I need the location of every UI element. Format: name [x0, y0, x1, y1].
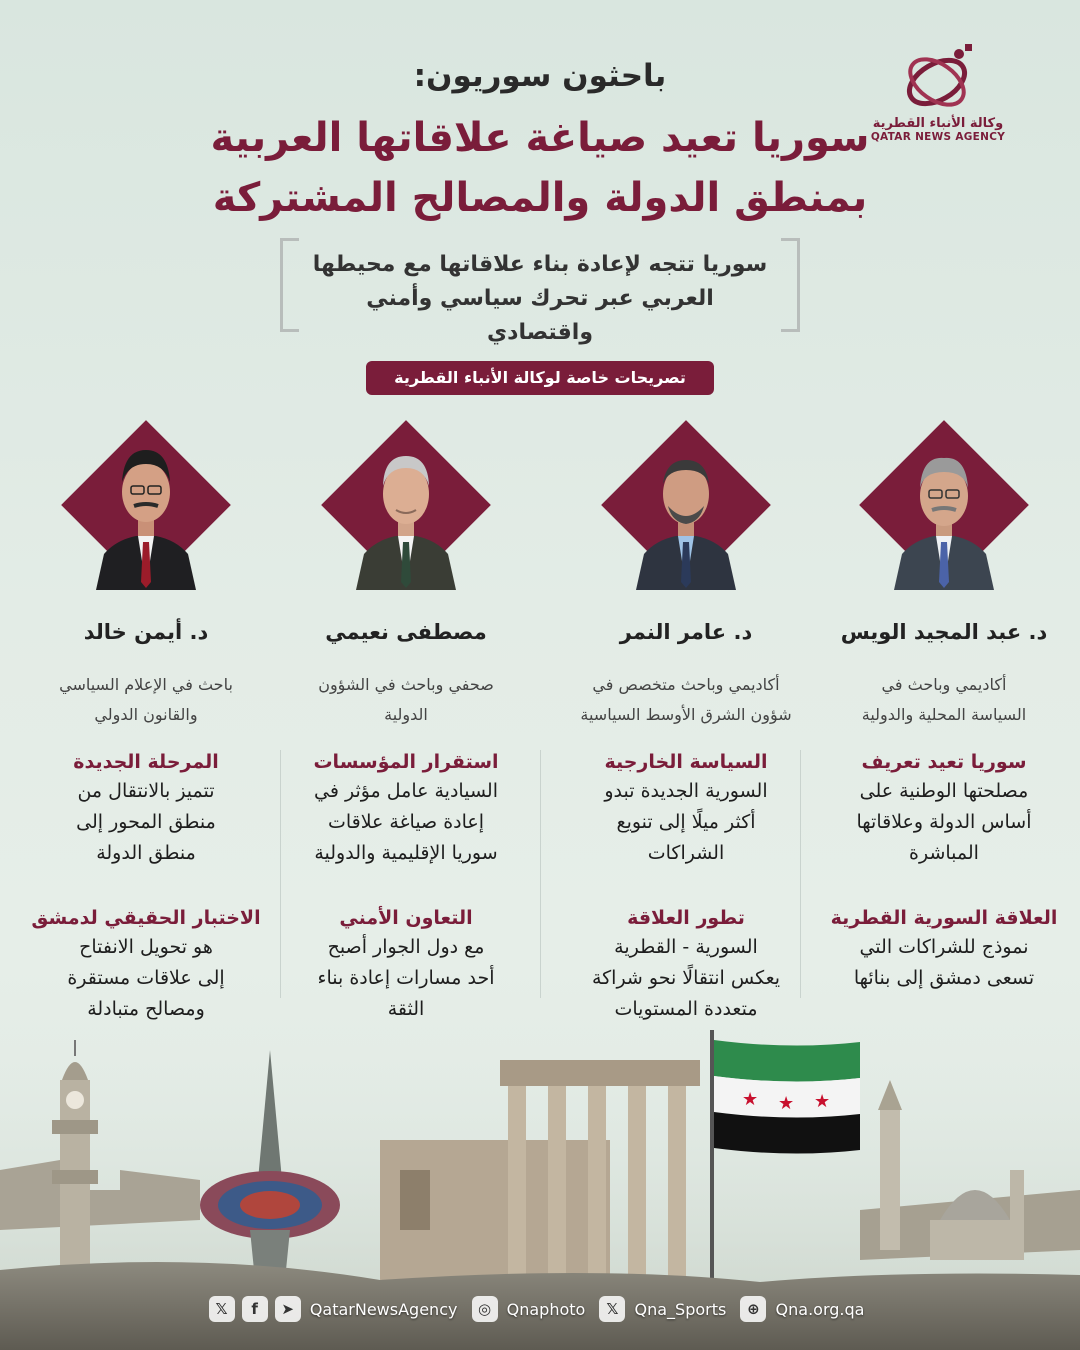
person-photo-icon — [636, 426, 736, 590]
facebook-icon[interactable]: f — [242, 1296, 268, 1322]
kicker-title: باحثون سوريون: — [413, 58, 667, 94]
quote-heading: العلاقة السورية القطرية — [830, 907, 1058, 929]
quote-2 — [290, 904, 522, 1025]
telegram-icon[interactable]: ➤ — [275, 1296, 301, 1322]
quote-body — [828, 932, 1060, 994]
portrait-4 — [61, 420, 231, 590]
quote-body — [30, 932, 262, 1025]
person-name: د. عبد المجيد الويس — [840, 620, 1048, 644]
svg-text:★: ★ — [814, 1091, 831, 1112]
role-line: صحفي وباحث في الشؤون — [318, 675, 494, 694]
quote-heading: استقرار المؤسسات — [313, 751, 499, 773]
quote-line: السورية - القطرية — [614, 936, 758, 958]
person-photo-icon — [894, 426, 994, 590]
quote-line: أحد مسارات إعادة بناء — [317, 967, 495, 989]
quote-body — [570, 932, 802, 1025]
bracket-right — [781, 238, 800, 332]
quote-body — [30, 776, 262, 869]
quote-line: أساس الدولة وعلاقاتها — [856, 811, 1032, 833]
x-icon[interactable]: 𝕏 — [209, 1296, 235, 1322]
quote-2 — [30, 904, 262, 1025]
x-icon[interactable]: 𝕏 — [599, 1296, 625, 1322]
handle-qnaphoto[interactable]: Qnaphoto — [506, 1299, 586, 1319]
quote-line: متعددة المستويات — [614, 998, 758, 1020]
portrait-3 — [321, 420, 491, 590]
quote-line: منطق المحور إلى — [76, 811, 216, 833]
quote-body — [290, 776, 522, 869]
quote-line: تسعى دمشق إلى بنائها — [853, 967, 1035, 989]
bracket-left — [280, 238, 299, 332]
column-divider — [540, 750, 541, 998]
quote-heading: الاختبار الحقيقي لدمشق — [31, 907, 261, 929]
headline — [0, 108, 1080, 228]
role-line: السياسة المحلية والدولية — [861, 705, 1027, 724]
role-line: الدولية — [384, 705, 428, 724]
quote-1 — [570, 748, 802, 869]
quote-line: الثقة — [387, 998, 425, 1020]
person-column-2 — [570, 420, 802, 1020]
quote-line: إعادة صياغة علاقات — [327, 811, 485, 833]
quote-body — [570, 776, 802, 869]
quote-1 — [290, 748, 522, 869]
portrait-2 — [601, 420, 771, 590]
person-role — [828, 670, 1060, 730]
quote-line: نموذج للشراكات التي — [859, 936, 1029, 958]
quote-line: تتميز بالانتقال من — [77, 780, 215, 802]
quote-heading: تطور العلاقة — [627, 907, 745, 929]
column-divider — [800, 750, 801, 998]
quote-line: السيادية عامل مؤثر في — [314, 780, 498, 802]
quote-line: المباشرة — [909, 842, 979, 864]
role-line: باحث في الإعلام السياسي — [59, 675, 233, 694]
logo-arabic-name: وكالة الأنباء القطرية — [872, 116, 1004, 131]
quote-line: الشراكات — [647, 842, 725, 864]
role-line: شؤون الشرق الأوسط السياسية — [580, 705, 792, 724]
svg-text:★: ★ — [778, 1093, 795, 1114]
subtitle-line-1: سوريا تتجه لإعادة بناء علاقاتها مع محيطها — [312, 252, 768, 277]
instagram-icon[interactable]: ◎ — [472, 1296, 498, 1322]
role-line: أكاديمي وباحث في — [881, 675, 1007, 694]
quote-line: مصلحتها الوطنية على — [859, 780, 1029, 802]
quote-heading: التعاون الأمني — [339, 907, 473, 929]
person-role — [570, 670, 802, 730]
person-column-4 — [30, 420, 262, 1020]
globe-icon[interactable]: ⊕ — [740, 1296, 766, 1322]
quote-line: ومصالح متبادلة — [87, 998, 205, 1020]
exclusive-statements-badge: تصريحات خاصة لوكالة الأنباء القطرية — [366, 361, 714, 395]
person-photo-icon — [356, 426, 456, 590]
quote-line: منطق الدولة — [96, 842, 196, 864]
quote-2 — [570, 904, 802, 1025]
quote-line: مع دول الجوار أصبح — [327, 936, 485, 958]
column-divider — [280, 750, 281, 998]
quote-line: سوريا الإقليمية والدولية — [314, 842, 498, 864]
portrait-1 — [859, 420, 1029, 590]
headline-line-2: بمنطق الدولة والمصالح المشتركة — [212, 175, 868, 221]
subtitle-line-2: العربي عبر تحرك سياسي وأمني واقتصادي — [366, 286, 714, 345]
role-line: أكاديمي وباحث متخصص في — [592, 675, 780, 694]
logo-english-name: QATAR NEWS AGENCY — [870, 131, 1006, 143]
person-role — [30, 670, 262, 730]
quote-heading: المرحلة الجديدة — [73, 751, 219, 773]
quote-line: إلى علاقات مستقرة — [67, 967, 225, 989]
person-name: د. أيمن خالد — [83, 620, 209, 644]
quote-line: هو تحويل الانفتاح — [79, 936, 213, 958]
quote-body — [290, 932, 522, 1025]
quote-1 — [828, 748, 1060, 869]
quote-body — [828, 776, 1060, 869]
handle-qatarnewsagency[interactable]: QatarNewsAgency — [309, 1299, 458, 1319]
headline-line-1: سوريا تعيد صياغة علاقاتها العربية — [210, 115, 870, 161]
quote-line: يعكس انتقالًا نحو شراكة — [591, 967, 781, 989]
person-name: د. عامر النمر — [619, 620, 753, 644]
person-column-1 — [828, 420, 1060, 989]
subtitle-box — [280, 238, 800, 345]
person-role — [290, 670, 522, 730]
quote-heading: سوريا تعيد تعريف — [861, 751, 1027, 773]
handle-qna-sports[interactable]: Qna_Sports — [634, 1299, 727, 1319]
social-footer — [0, 1296, 1080, 1332]
subtitle — [310, 248, 770, 350]
person-photo-icon — [96, 426, 196, 590]
role-line: والقانون الدولي — [94, 705, 198, 724]
person-column-3 — [290, 420, 522, 1020]
quote-2 — [828, 904, 1060, 994]
website-link[interactable]: Qna.org.qa — [775, 1299, 865, 1319]
svg-text:★: ★ — [742, 1089, 759, 1110]
quote-1 — [30, 748, 262, 869]
quote-line: أكثر ميلًا إلى تنويع — [616, 811, 756, 833]
quote-heading: السياسة الخارجية — [604, 751, 768, 773]
quote-line: السورية الجديدة تبدو — [604, 780, 768, 802]
person-name: مصطفى نعيمي — [325, 620, 487, 644]
